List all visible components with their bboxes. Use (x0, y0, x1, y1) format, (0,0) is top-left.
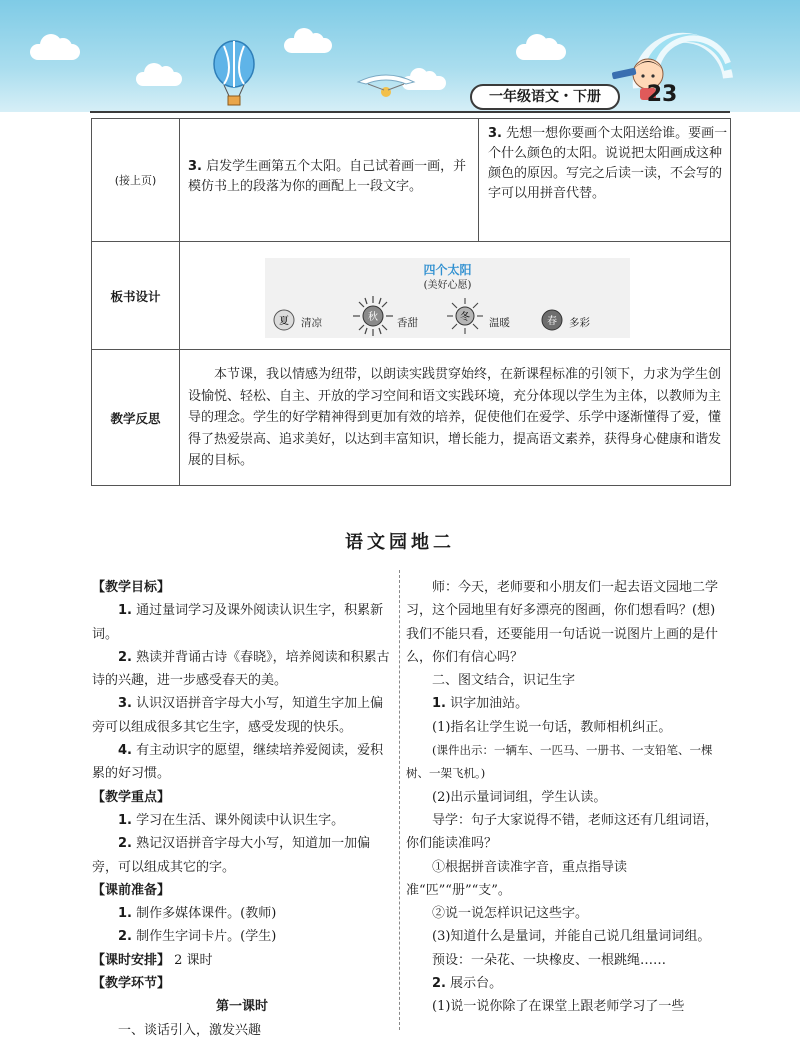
table-row (92, 242, 730, 350)
sun-word: 多彩 (569, 317, 590, 329)
paragraph (406, 692, 728, 715)
paragraph: 二、图文结合，识记生字 (432, 673, 576, 689)
item-number: 2. (118, 929, 132, 945)
item-number: 1. (118, 906, 132, 922)
teacher-activity-cell (180, 119, 479, 241)
table-row (92, 350, 730, 486)
paragraph: (3)知道什么是量词，并能自己说几组量词词组。 (432, 929, 711, 945)
goal-item (92, 599, 392, 646)
reflection-cell (188, 364, 726, 472)
paragraph (406, 972, 728, 995)
lesson-table (91, 118, 731, 486)
lesson-title: 第一课时 (215, 999, 268, 1015)
student-activity-text (488, 124, 728, 204)
sun-word: 温暖 (489, 317, 510, 329)
table-row (92, 119, 730, 242)
page-number: 23 (646, 82, 678, 107)
cloud-decoration (30, 44, 80, 60)
schedule-value: 2 课时 (174, 952, 213, 968)
cloud-decoration (284, 38, 332, 53)
heading-focus: 【教学重点】 (92, 789, 171, 805)
sun-character: 夏 (279, 316, 289, 327)
sun-word: 清凉 (301, 317, 322, 329)
paragraph: (1)指名让学生说一句话，教师相机纠正。 (432, 719, 672, 735)
item-text: 有主动识字的愿望，继续培养爱阅读，爱积累的好习惯。 (92, 743, 384, 782)
sun-character: 冬 (460, 312, 470, 323)
item-number: 2. (432, 976, 446, 992)
focus-item (92, 832, 392, 879)
board-title: 四个太阳 (423, 263, 472, 277)
item-number: 1. (118, 812, 132, 828)
step-item: 一、谈话引入，激发兴趣 (118, 1022, 262, 1038)
item-text: 熟记汉语拼音字母大小写，知道加一加偏旁，可以组成其它的字。 (92, 836, 371, 875)
hot-air-balloon-icon (210, 40, 258, 106)
left-column (92, 576, 392, 1042)
heading-schedule: 【课时安排】 (92, 952, 171, 968)
sun-character: 秋 (368, 312, 378, 323)
item-number: 2. (118, 836, 132, 852)
cloud-decoration (136, 72, 182, 86)
paragraph: ②说一说怎样识记这些字。 (432, 906, 589, 922)
prep-item (92, 925, 392, 948)
step-text: 启发学生画第五个太阳。自己试着画一画，并模仿书上的段落为你的画配上一段文字。 (188, 159, 467, 194)
schedule-line (92, 949, 392, 972)
item-number: 3. (118, 696, 132, 712)
item-text: 学习在生活、课外阅读中认识生字。 (136, 812, 345, 828)
goal-item (92, 739, 392, 786)
item-number: 1. (432, 696, 446, 712)
item-number: 2. (118, 649, 132, 665)
teacher-activity-text (188, 157, 478, 197)
heading-preparation: 【课前准备】 (92, 882, 171, 898)
step-number: 3. (188, 159, 202, 174)
paraglider-icon (356, 70, 416, 100)
sun-word: 香甜 (397, 317, 418, 329)
goal-item (92, 692, 392, 739)
item-text: 制作生字词卡片。(学生) (136, 929, 277, 945)
board-subtitle: (美好心愿) (423, 280, 472, 291)
winter-sun-icon (447, 298, 483, 334)
item-text: 认识汉语拼音字母大小写，知道生字加上偏旁可以组成很多其它生字，感受发现的快乐。 (92, 696, 384, 735)
heading-goals: 【教学目标】 (92, 580, 171, 595)
heading-steps: 【教学环节】 (92, 976, 171, 992)
board-diagram (265, 258, 630, 338)
item-text: 制作多媒体课件。(教师) (136, 906, 277, 922)
summer-sun-icon (271, 307, 297, 333)
cloud-decoration (516, 44, 566, 60)
step-text: 先想一想你要画个太阳送给谁。要画一个什么颜色的太阳。说说把太阳画成这种颜色的原因。写完之后读一读，不会写的字可以用拼音代替。 (488, 126, 728, 201)
paragraph: (1)说一说你除了在课堂上跟老师学习了一些 (432, 999, 685, 1015)
row-label-reflection: 教学反思 (92, 350, 180, 486)
prep-item (92, 902, 392, 925)
paragraph: 导学：句子大家说得不错，老师这还有几组词语，你们能读准吗？ (406, 812, 719, 852)
row-label-continued: (接上页) (92, 119, 180, 241)
row-label-board-design: 板书设计 (92, 242, 180, 349)
spring-sun-icon (539, 307, 565, 333)
autumn-sun-icon (353, 296, 393, 336)
column-divider (399, 570, 400, 1030)
item-number: 1. (118, 603, 132, 619)
section-title: 语文园地二 (345, 532, 455, 553)
item-text: 通过量词学习及课外阅读认识生字，积累新词。 (92, 603, 384, 642)
book-title: 一年级语文・下册 (470, 84, 620, 110)
reflection-text: 本节课，我以情感为纽带，以朗读实践贯穿始终，在新课程标准的引领下，力求为学生创设愉悦、轻松、自主、开放的学习空间和语文实践环境，充分体现以学生为主体，以教师为主导的理念。学生的好学精神得到更加有效的培养，促使他们在爱学、乐学中逐渐懂得了爱，懂得了热爱崇高、追求美好，以达到丰富知识，增长能力，提高语文素养，获得身心健康和谐发展的目标。 (188, 367, 722, 468)
item-text: 展示台。 (450, 976, 503, 992)
board-design-cell (180, 242, 730, 349)
right-column (406, 576, 728, 1019)
item-text: 熟读并背诵古诗《春晓》，培养阅读和积累古诗的兴趣，进一步感受春天的美。 (92, 649, 390, 689)
focus-item (92, 809, 392, 832)
item-number: 4. (118, 743, 132, 759)
item-text: 识字加油站。 (450, 696, 529, 712)
header-rule (90, 111, 730, 113)
sun-character: 春 (547, 316, 557, 327)
goal-item (92, 646, 392, 693)
paragraph: 师：今天，老师要和小朋友们一起去语文园地二学习，这个园地里有好多漂亮的图画，你们想看吗？(想)我们不能只看，还要能用一句话说一说图片上画的是什么，你们有信心吗？ (406, 580, 719, 665)
step-number: 3. (488, 126, 502, 141)
paragraph: (2)出示量词词组，学生认读。 (432, 789, 607, 805)
header-banner (0, 0, 800, 112)
paragraph: (课件出示：一辆车、一匹马、一册书、一支铅笔、一棵树、一架飞机。) (406, 743, 713, 781)
paragraph: ①根据拼音读准字音，重点指导读准“匹”“册”“支”。 (406, 859, 628, 898)
paragraph: 预设：一朵花、一块橡皮、一根跳绳…… (432, 952, 667, 968)
